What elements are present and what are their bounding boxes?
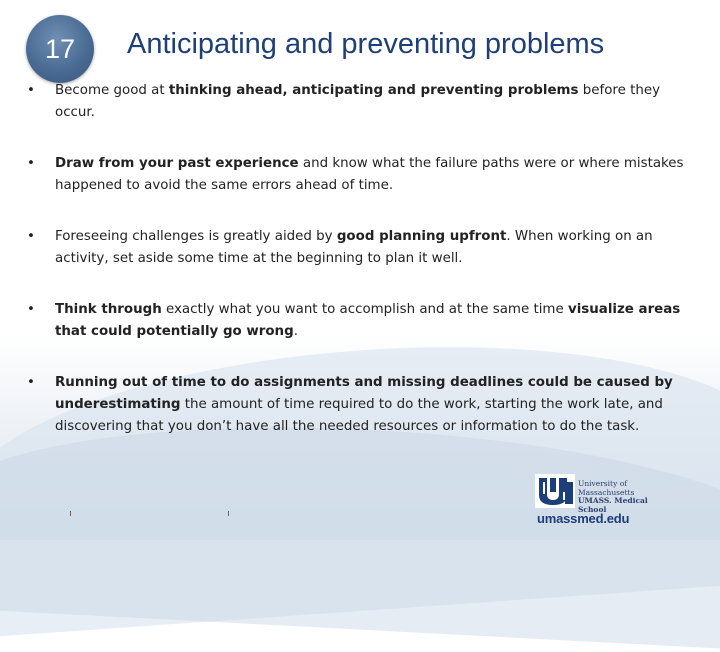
- footer-tick: [228, 511, 229, 516]
- footer-tick: [70, 511, 71, 516]
- bullet-marker: •: [27, 302, 35, 317]
- bullet-item: [24, 80, 694, 124]
- bullet-text: before they occur.: [55, 83, 660, 120]
- slide-title: Anticipating and preventing problems: [127, 28, 605, 60]
- bullet-item: [24, 372, 694, 438]
- bullet-emphasis: good planning upfront: [336, 229, 507, 244]
- bullet-emphasis: Running out of time to do assignments and missing deadlines could be caused by underestimating: [55, 375, 673, 412]
- logo-url: umassmed.edu: [537, 511, 630, 526]
- umass-logo: [535, 474, 655, 532]
- logo-line: UMASS. Medical School: [578, 496, 648, 514]
- bullet-text: . When working on an activity, set aside some time at the beginning to plan it well.: [55, 229, 653, 266]
- bullet-emphasis: visualize areas that could potentially go wrong: [55, 302, 681, 339]
- umass-shield-icon: [535, 474, 575, 508]
- bullet-emphasis: thinking ahead, anticipating and preventing problems: [168, 83, 579, 98]
- logo-text: [578, 480, 658, 514]
- bullet-item: [24, 226, 694, 270]
- bullet-item: [24, 153, 694, 197]
- bullet-marker: •: [27, 83, 35, 98]
- bullet-emphasis: Draw from your past experience: [55, 156, 299, 171]
- bullet-item: [24, 299, 694, 343]
- bullet-text: Foreseeing challenges is greatly aided by: [55, 229, 337, 244]
- slide-number-badge: 17: [26, 15, 94, 83]
- bullet-marker: •: [27, 156, 35, 171]
- bullet-text: Become good at: [55, 83, 169, 98]
- bullet-text: and know what the failure paths were or where mistakes happened to avoid the same errors ahead of time.: [55, 156, 684, 193]
- bullet-text: .: [293, 324, 298, 339]
- bullet-marker: •: [27, 229, 35, 244]
- bullet-emphasis: Think through: [55, 302, 162, 317]
- bullet-marker: •: [27, 375, 35, 390]
- logo-line: Massachusetts: [578, 487, 635, 497]
- bullet-list: [24, 80, 694, 467]
- logo-line: University of: [578, 479, 627, 488]
- bullet-text: exactly what you want to accomplish and at the same time: [161, 302, 568, 317]
- bullet-text: the amount of time required to do the work, starting the work late, and discovering that you don’t have all the needed resources or information to do the task.: [55, 397, 663, 434]
